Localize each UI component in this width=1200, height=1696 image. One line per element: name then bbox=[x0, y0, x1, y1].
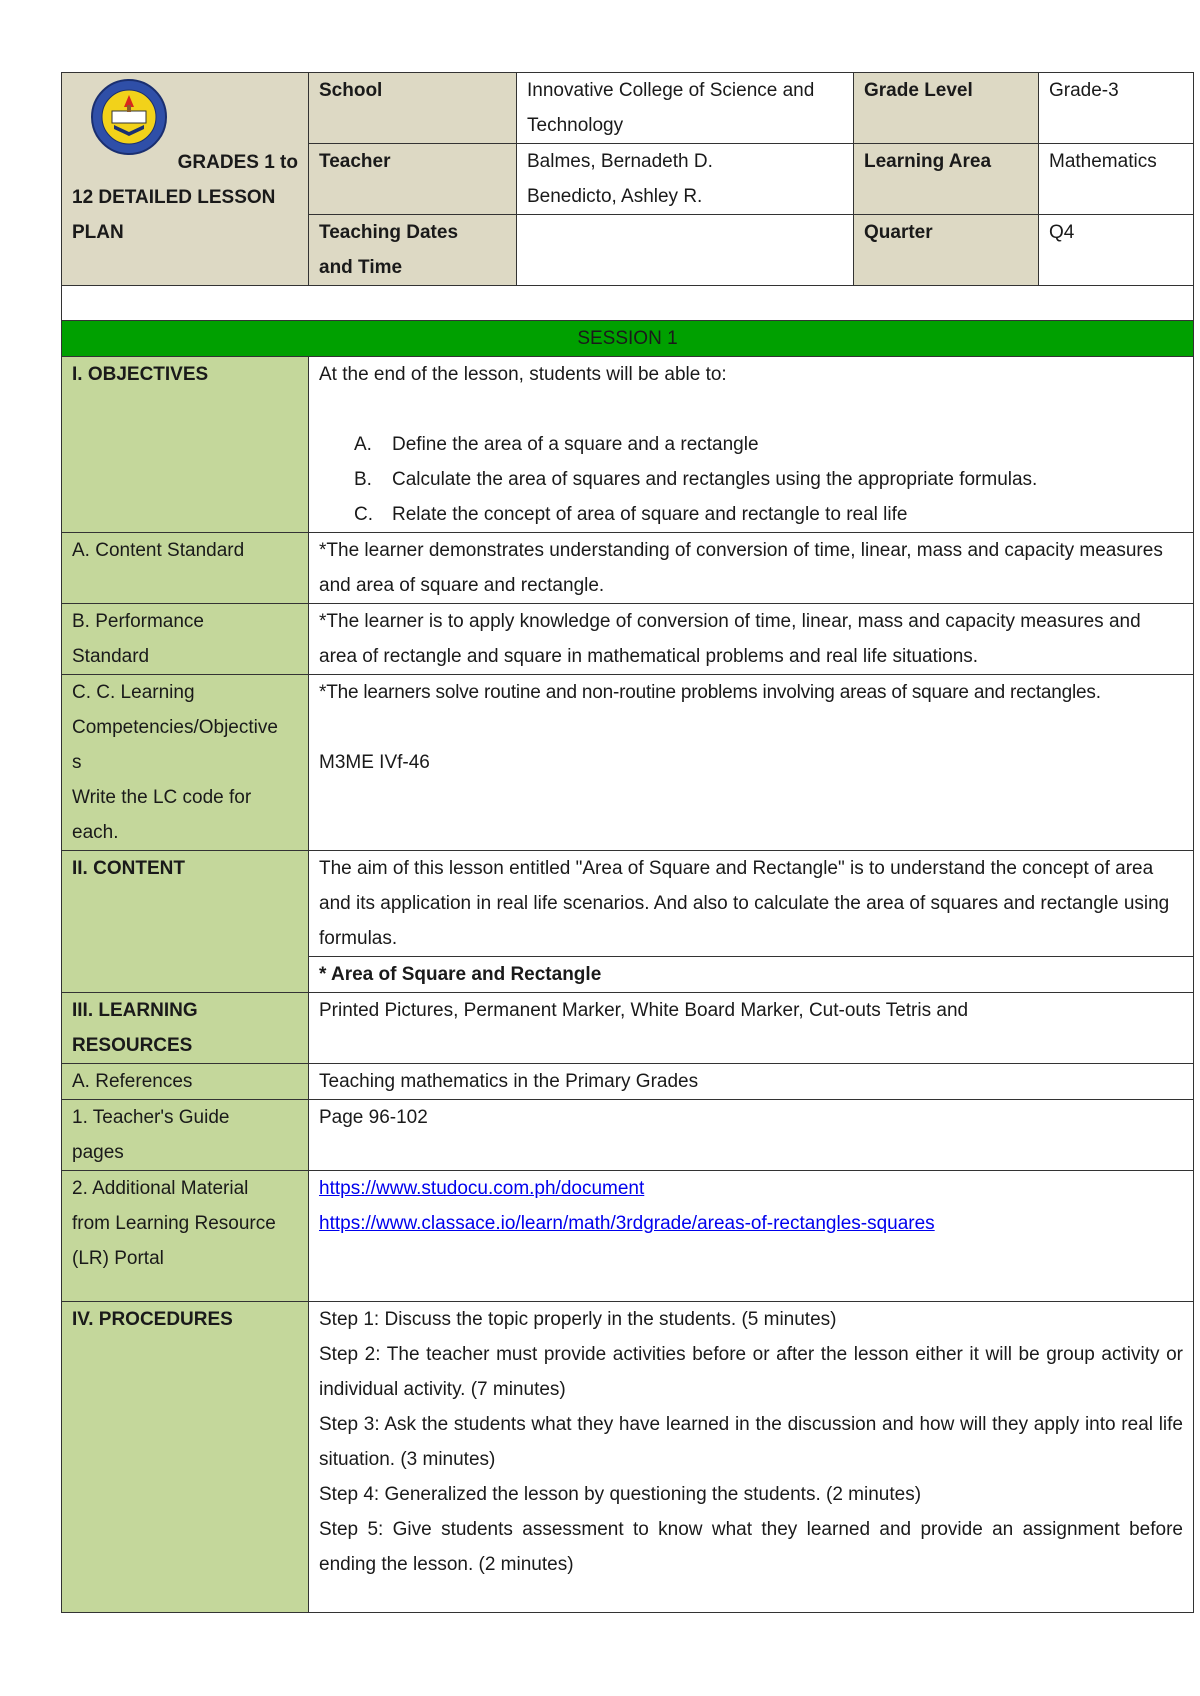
objectives-row bbox=[62, 357, 1194, 533]
college-logo bbox=[74, 77, 184, 157]
grade-level-label: Grade Level bbox=[854, 73, 1039, 144]
procedure-step: Step 5: Give students assessment to know what they learned and provide an assignment before ending the lesson. (2 minutes) bbox=[319, 1519, 1183, 1575]
objectives-label: I. OBJECTIVES bbox=[62, 357, 309, 533]
competencies-label-line-5: each. bbox=[72, 822, 119, 843]
teacher-value bbox=[517, 144, 854, 215]
title-line-3: PLAN bbox=[72, 222, 124, 243]
quarter-label: Quarter bbox=[854, 215, 1039, 286]
performance-standard-text: *The learner is to apply knowledge of conversion of time, linear, mass and capacity measures and area of rectangle and square in mathematical problems and real life situations. bbox=[309, 604, 1194, 675]
grade-level-value: Grade-3 bbox=[1039, 73, 1194, 144]
teachers-guide-text: Page 96-102 bbox=[309, 1100, 1194, 1171]
blank-row bbox=[62, 286, 1194, 321]
competencies-label-line-2: Competencies/Objective bbox=[72, 717, 278, 738]
procedure-step: Step 3: Ask the students what they have learned in the discussion and how will they apply into real life situation. (3 minutes) bbox=[319, 1414, 1183, 1470]
resources-label-line-1: III. LEARNING bbox=[72, 1000, 198, 1021]
header-table bbox=[61, 72, 1194, 286]
objective-letter: C. bbox=[354, 504, 373, 525]
objective-letter: B. bbox=[354, 469, 372, 490]
school-value-line-2: Technology bbox=[527, 115, 624, 136]
resources-label bbox=[62, 993, 309, 1064]
session-label: SESSION 1 bbox=[62, 321, 1194, 357]
competencies-label-line-3: s bbox=[72, 752, 82, 773]
school-value-line-1: Innovative College of Science and bbox=[527, 80, 815, 101]
teaching-dates-label-line-1: Teaching Dates bbox=[319, 222, 459, 243]
teacher-label: Teacher bbox=[309, 144, 517, 215]
content-topic: * Area of Square and Rectangle bbox=[309, 957, 1194, 993]
teaching-dates-value bbox=[517, 215, 854, 286]
competencies-text: *The learners solve routine and non-routine problems involving areas of square and rectangles. bbox=[319, 682, 1101, 703]
teaching-dates-label bbox=[309, 215, 517, 286]
objectives-content bbox=[309, 357, 1194, 533]
list-item bbox=[319, 427, 1183, 462]
references-label: A. References bbox=[62, 1064, 309, 1100]
procedures-content bbox=[309, 1302, 1194, 1613]
teachers-guide-row bbox=[62, 1100, 1194, 1171]
additional-material-label bbox=[62, 1171, 309, 1302]
procedures-row bbox=[62, 1302, 1194, 1613]
additional-material-row bbox=[62, 1171, 1194, 1302]
quarter-value: Q4 bbox=[1039, 215, 1194, 286]
content-standard-text: *The learner demonstrates understanding of conversion of time, linear, mass and capacity measures and area of square and rectangle. bbox=[309, 533, 1194, 604]
list-item bbox=[319, 462, 1183, 497]
teaching-dates-label-line-2: and Time bbox=[319, 257, 403, 278]
lc-code: M3ME IVf-46 bbox=[319, 752, 430, 773]
learning-area-value: Mathematics bbox=[1039, 144, 1194, 215]
content-text: The aim of this lesson entitled "Area of Square and Rectangle" is to understand the concept of area and its application in real life scenarios. And also to calculate the area of squares and rectangle using formulas. bbox=[309, 851, 1194, 957]
procedure-step: Step 4: Generalized the lesson by questioning the students. (2 minutes) bbox=[319, 1484, 922, 1505]
competencies-row bbox=[62, 675, 1194, 851]
session-row bbox=[62, 321, 1194, 357]
resources-label-line-2: RESOURCES bbox=[72, 1035, 193, 1056]
school-value bbox=[517, 73, 854, 144]
performance-standard-label bbox=[62, 604, 309, 675]
resources-row bbox=[62, 993, 1194, 1064]
content-row bbox=[62, 851, 1194, 957]
lesson-plan-page bbox=[61, 72, 1193, 1613]
learning-area-label: Learning Area bbox=[854, 144, 1039, 215]
lesson-table bbox=[61, 285, 1194, 1613]
resources-text: Printed Pictures, Permanent Marker, White Board Marker, Cut-outs Tetris and bbox=[309, 993, 1194, 1064]
objective-text: Define the area of a square and a rectangle bbox=[392, 434, 759, 455]
content-label: II. CONTENT bbox=[62, 851, 309, 993]
objective-letter: A. bbox=[354, 434, 372, 455]
title-cell bbox=[62, 73, 309, 286]
references-text: Teaching mathematics in the Primary Grades bbox=[309, 1064, 1194, 1100]
school-label: School bbox=[309, 73, 517, 144]
teachers-guide-label-line-1: 1. Teacher's Guide bbox=[72, 1107, 230, 1128]
competencies-label-line-1: C. C. Learning bbox=[72, 682, 195, 703]
title-line-2: 12 DETAILED LESSON bbox=[72, 187, 276, 208]
title-line-1: GRADES 1 to bbox=[177, 152, 298, 173]
performance-standard-row bbox=[62, 604, 1194, 675]
references-row bbox=[62, 1064, 1194, 1100]
objectives-list bbox=[319, 427, 1183, 532]
performance-standard-label-line-1: B. Performance bbox=[72, 611, 204, 632]
procedures-label: IV. PROCEDURES bbox=[62, 1302, 309, 1613]
procedure-step: Step 2: The teacher must provide activities before or after the lesson either it will be group activity or individual activity. (7 minutes) bbox=[319, 1344, 1183, 1400]
content-standard-row bbox=[62, 533, 1194, 604]
objective-text: Relate the concept of area of square and rectangle to real life bbox=[392, 504, 908, 525]
teachers-guide-label-line-2: pages bbox=[72, 1142, 124, 1163]
competencies-label-line-4: Write the LC code for bbox=[72, 787, 252, 808]
studocu-link[interactable]: https://www.studocu.com.ph/document bbox=[319, 1178, 645, 1199]
teacher-value-line-1: Balmes, Bernadeth D. bbox=[527, 151, 713, 172]
teachers-guide-label bbox=[62, 1100, 309, 1171]
additional-material-label-line-1: 2. Additional Material bbox=[72, 1178, 249, 1199]
additional-material-label-line-2: from Learning Resource bbox=[72, 1213, 276, 1234]
performance-standard-label-line-2: Standard bbox=[72, 646, 150, 667]
additional-material-links bbox=[309, 1171, 1194, 1302]
content-standard-label: A. Content Standard bbox=[62, 533, 309, 604]
competencies-content bbox=[309, 675, 1194, 851]
list-item bbox=[319, 497, 1183, 532]
classace-link[interactable]: https://www.classace.io/learn/math/3rdgrade/areas-of-rectangles-squares bbox=[319, 1213, 935, 1234]
additional-material-label-line-3: (LR) Portal bbox=[72, 1248, 164, 1269]
objectives-intro: At the end of the lesson, students will be able to: bbox=[319, 364, 727, 385]
teacher-value-line-2: Benedicto, Ashley R. bbox=[527, 186, 703, 207]
procedure-step: Step 1: Discuss the topic properly in the students. (5 minutes) bbox=[319, 1309, 837, 1330]
competencies-label bbox=[62, 675, 309, 851]
objective-text: Calculate the area of squares and rectangles using the appropriate formulas. bbox=[392, 469, 1038, 490]
